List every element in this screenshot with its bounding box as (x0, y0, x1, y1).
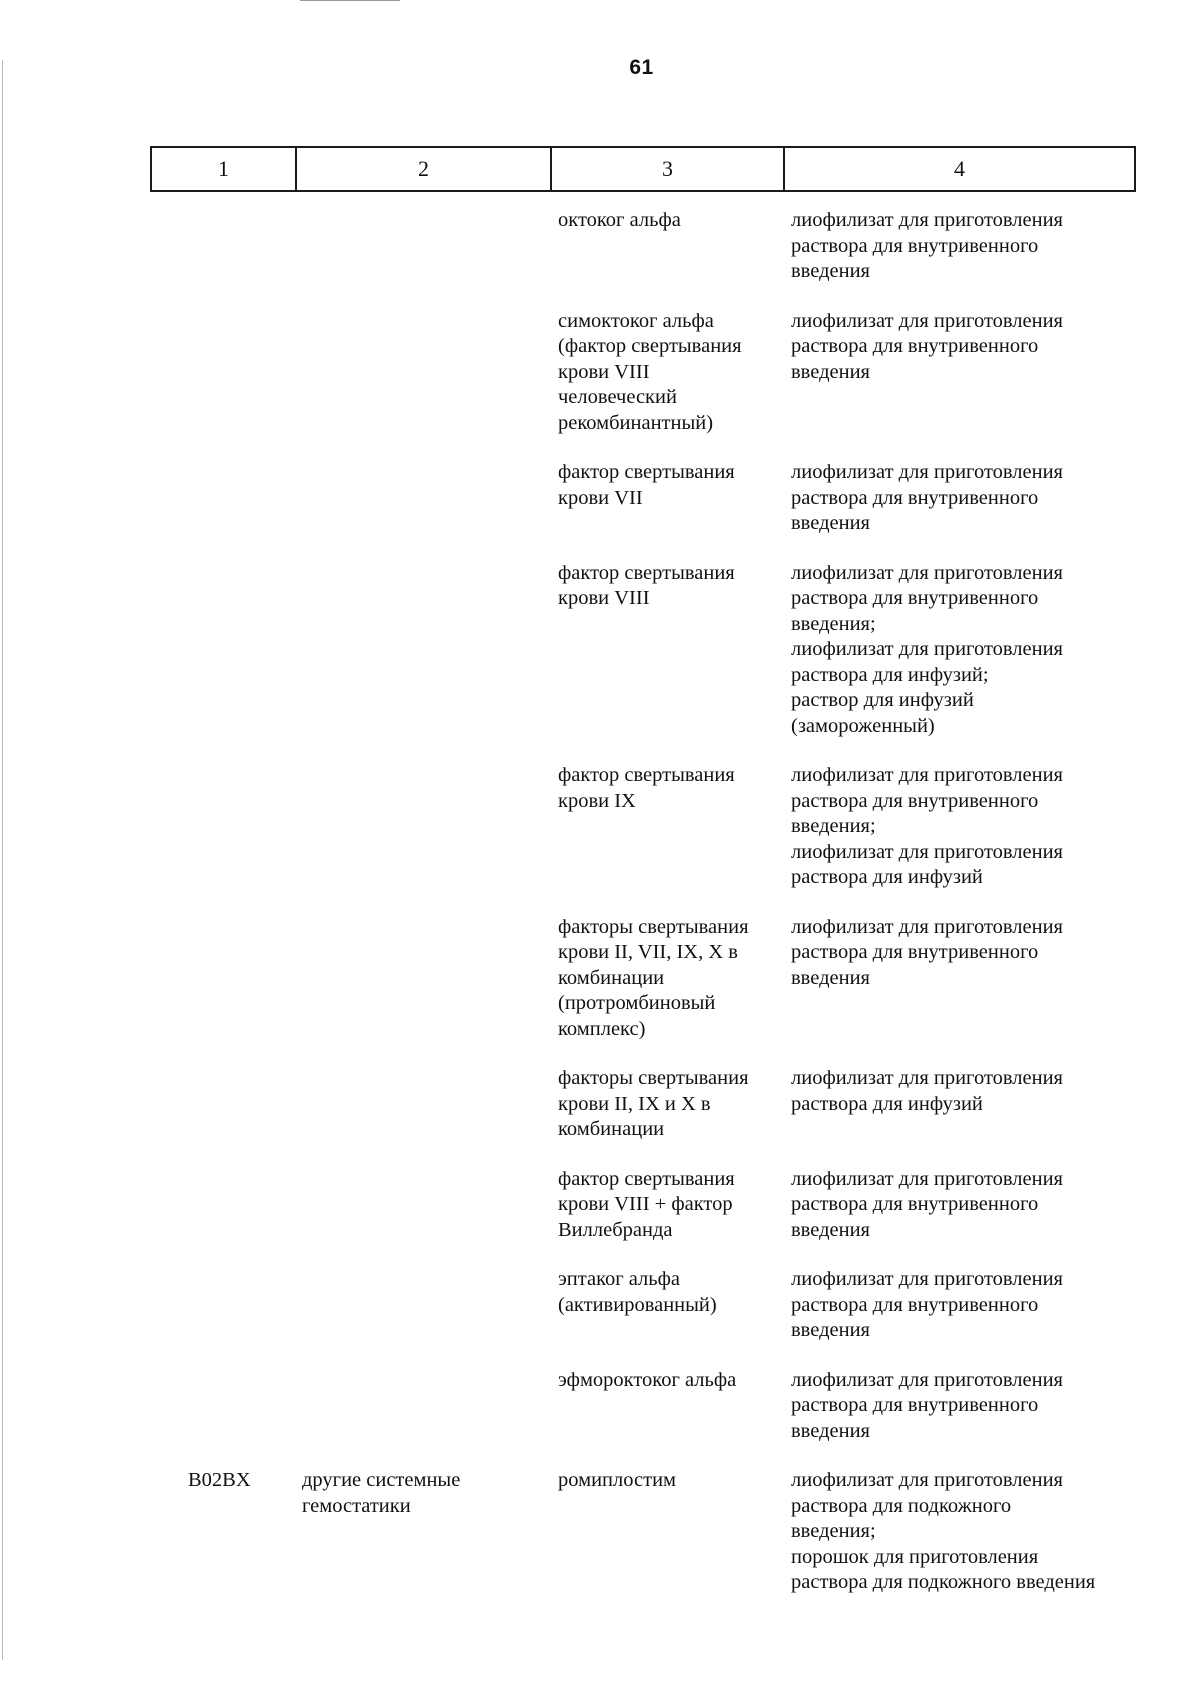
atc-code-cell (150, 1167, 295, 1244)
dosage-form-line: лиофилизат для приготовления (791, 1067, 1063, 1089)
dosage-form-line: введения (791, 260, 870, 282)
drug-name-line: комбинации (558, 966, 665, 989)
dosage-form-line: лиофилизат для приготовления (791, 1268, 1063, 1290)
drug-name-line: комбинации (558, 1118, 665, 1140)
dosage-form-line: введения (791, 966, 870, 989)
dosage-form-line: раствора для подкожного (791, 1494, 1012, 1517)
atc-code-text: B02BX (188, 1469, 251, 1491)
drug-name-cell (550, 1167, 783, 1244)
table-row (150, 915, 1150, 1043)
atc-code-cell (150, 460, 295, 537)
dosage-form-line: лиофилизат для приготовления (791, 309, 1063, 332)
group-cell (295, 1066, 550, 1143)
group-cell (295, 561, 550, 740)
drug-name-line: фактор свертывания (558, 1167, 735, 1190)
atc-code-cell (150, 1267, 295, 1344)
drug-name-line: крови VIII (558, 360, 650, 383)
dosage-form-line: раствора для внутривенного (791, 789, 1039, 812)
dosage-form-line: лиофилизат для приготовления (791, 764, 1063, 786)
drug-name-line: факторы свертывания (558, 1067, 749, 1089)
group-cell (295, 460, 550, 537)
dosage-form-cell (783, 561, 1150, 740)
dosage-form-cell (783, 309, 1150, 437)
drug-name-line: рекомбинантный) (558, 411, 714, 434)
dosage-form-line: раствора для внутривенного (791, 1193, 1039, 1215)
drug-name-cell (550, 460, 783, 537)
dosage-form-line: введения (791, 1218, 870, 1241)
dosage-form-line: раствор для инфузий (791, 689, 974, 711)
dosage-form-line: введения (791, 512, 870, 534)
dosage-form-cell (783, 460, 1150, 537)
dosage-form-line: раствора для внутривенного (791, 486, 1039, 509)
header-col-4: 4 (954, 156, 965, 181)
page-number: 61 (629, 56, 654, 79)
dosage-form-cell (783, 1167, 1150, 1244)
group-cell (295, 915, 550, 1043)
dosage-form-cell (783, 208, 1150, 285)
drug-name-line: Виллебранда (558, 1218, 673, 1241)
drug-name-line: человеческий (558, 386, 677, 408)
atc-code-cell (150, 1066, 295, 1143)
dosage-form-line: лиофилизат для приготовления (791, 209, 1063, 231)
dosage-form-line: раствора для внутривенного (791, 941, 1039, 963)
table-row (150, 208, 1150, 285)
drug-name-line: (фактор свертывания (558, 335, 742, 357)
dosage-form-cell (783, 1267, 1150, 1344)
dosage-form-line: раствора для внутривенного (791, 234, 1039, 257)
scan-mark (2, 60, 3, 1660)
group-line: другие системные (302, 1469, 461, 1491)
dosage-form-line: введения; (791, 612, 876, 635)
table-row (150, 1066, 1150, 1143)
dosage-form-line: лиофилизат для приготовления (791, 840, 1063, 863)
dosage-form-line: раствора для внутривенного (791, 587, 1039, 609)
drug-name-line: крови II, IX и X в (558, 1092, 711, 1115)
dosage-form-cell (783, 1368, 1150, 1445)
dosage-form-line: лиофилизат для приготовления (791, 461, 1063, 483)
dosage-form-line: раствора для инфузий (791, 1092, 983, 1115)
atc-code-cell (150, 309, 295, 437)
dosage-form-line: раствора для внутривенного (791, 335, 1039, 357)
atc-code-cell (150, 1468, 295, 1596)
drug-name-line: фактор свертывания (558, 561, 735, 584)
drug-name-line: комплекс) (558, 1017, 646, 1040)
drug-name-line: факторы свертывания (558, 915, 749, 938)
drug-name-cell (550, 915, 783, 1043)
table-row (150, 1468, 1150, 1596)
drug-name-cell (550, 208, 783, 285)
table-row (150, 309, 1150, 437)
scan-mark (300, 0, 400, 1)
dosage-form-line: лиофилизат для приготовления (791, 1167, 1063, 1190)
drug-name-line: фактор свертывания (558, 764, 735, 786)
dosage-form-line: лиофилизат для приготовления (791, 1368, 1063, 1391)
dosage-form-line: лиофилизат для приготовления (791, 1469, 1063, 1491)
dosage-form-line: лиофилизат для приготовления (791, 915, 1063, 938)
atc-code-cell (150, 1368, 295, 1445)
dosage-form-line: раствора для инфузий; (791, 663, 989, 686)
table-row (150, 763, 1150, 891)
group-cell (295, 1167, 550, 1244)
dosage-form-line: порошок для приготовления (791, 1545, 1039, 1568)
drug-name-line: крови IX (558, 789, 636, 812)
table-row (150, 460, 1150, 537)
drug-name-line: крови II, VII, IX, X в (558, 941, 738, 963)
table-row (150, 561, 1150, 740)
dosage-form-line: введения; (791, 1520, 876, 1542)
dosage-form-line: раствора для внутривенного (791, 1394, 1039, 1416)
drug-name-line: симоктоког альфа (558, 309, 714, 332)
drug-name-line: ромиплостим (558, 1469, 677, 1491)
group-line: гемостатики (302, 1494, 411, 1517)
dosage-form-line: введения; (791, 815, 876, 837)
dosage-form-line: введения (791, 360, 870, 383)
dosage-form-line: введения (791, 1419, 870, 1442)
dosage-form-line: раствора для внутривенного (791, 1293, 1039, 1316)
table-body (150, 208, 1150, 1620)
header-col-1: 1 (152, 148, 297, 190)
group-cell (295, 309, 550, 437)
dosage-form-cell (783, 1468, 1150, 1596)
group-cell (295, 208, 550, 285)
table-row (150, 1368, 1150, 1445)
drug-name-line: (протромбиновый (558, 992, 716, 1014)
dosage-form-line: раствора для инфузий (791, 866, 983, 888)
table-header (150, 146, 1136, 192)
drug-name-line: крови VII (558, 486, 643, 509)
group-cell (295, 1267, 550, 1344)
table-row (150, 1167, 1150, 1244)
dosage-form-line: введения (791, 1319, 870, 1341)
drug-name-cell (550, 1468, 783, 1596)
drug-name-cell (550, 561, 783, 740)
drug-name-line: эптаког альфа (558, 1268, 681, 1290)
group-cell (295, 1368, 550, 1445)
drug-name-cell (550, 1368, 783, 1445)
dosage-form-line: лиофилизат для приготовления (791, 561, 1063, 584)
group-cell (295, 1468, 550, 1596)
drug-name-line: (активированный) (558, 1293, 717, 1316)
drug-name-line: фактор свертывания (558, 461, 735, 483)
drug-name-line: эфмороктоког альфа (558, 1368, 737, 1391)
drug-name-cell (550, 1066, 783, 1143)
drug-name-cell (550, 309, 783, 437)
dosage-form-cell (783, 763, 1150, 891)
dosage-form-line: (замороженный) (791, 714, 935, 737)
drug-name-line: крови VIII (558, 587, 650, 609)
atc-code-cell (150, 915, 295, 1043)
drug-name-line: октоког альфа (558, 209, 681, 231)
drug-name-cell (550, 1267, 783, 1344)
dosage-form-line: лиофилизат для приготовления (791, 638, 1063, 660)
dosage-form-line: раствора для подкожного введения (791, 1571, 1096, 1593)
header-col-2: 2 (297, 148, 552, 190)
atc-code-cell (150, 561, 295, 740)
dosage-form-cell (783, 1066, 1150, 1143)
atc-code-cell (150, 208, 295, 285)
table-row (150, 1267, 1150, 1344)
group-cell (295, 763, 550, 891)
header-col-3: 3 (552, 148, 785, 190)
dosage-form-cell (783, 915, 1150, 1043)
drug-name-cell (550, 763, 783, 891)
atc-code-cell (150, 763, 295, 891)
drug-name-line: крови VIII + фактор (558, 1193, 733, 1215)
